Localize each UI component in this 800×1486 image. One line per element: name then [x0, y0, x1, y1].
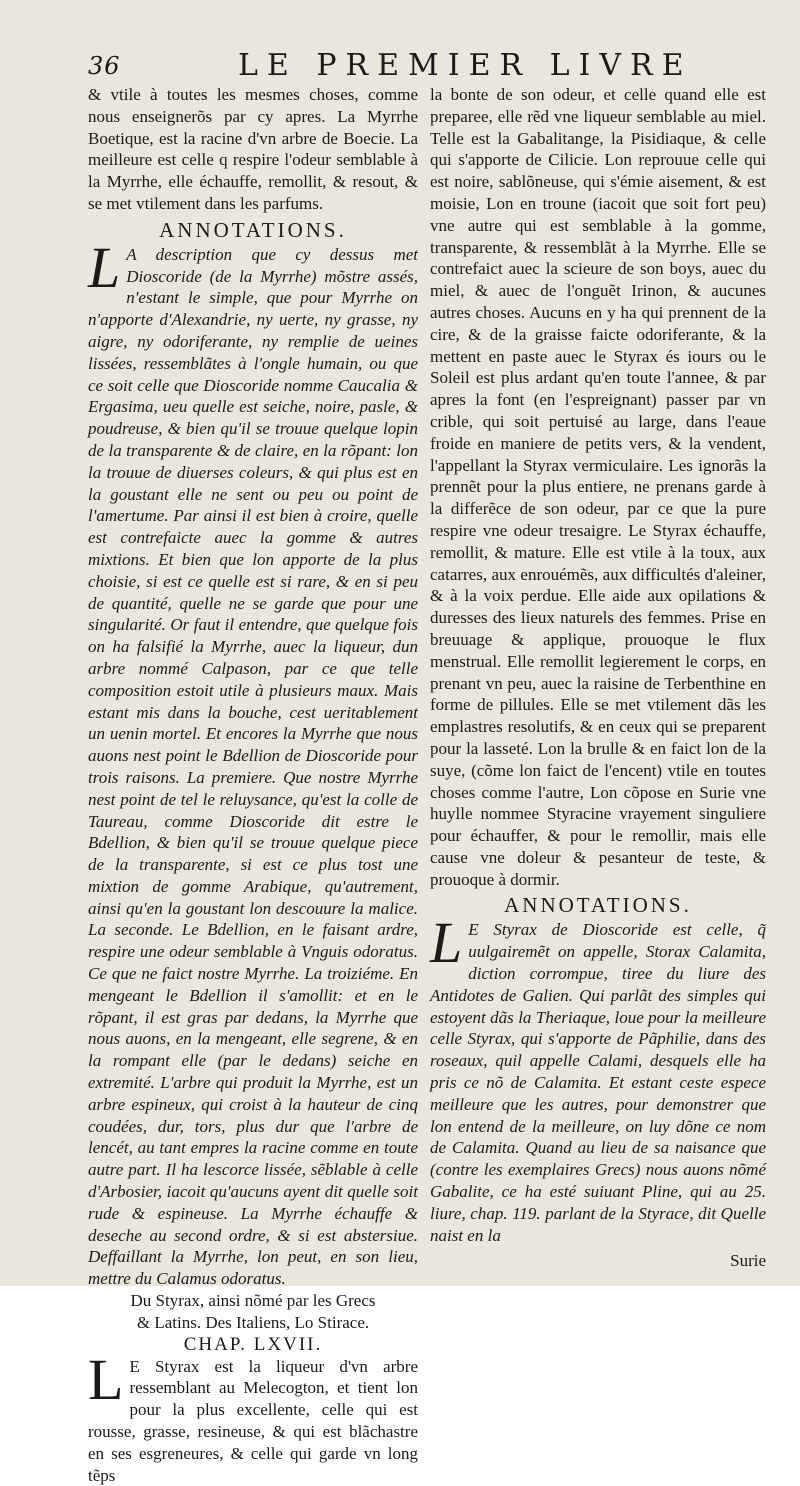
- page-header: [88, 46, 760, 86]
- styrax-body-text: la bonte de son odeur, et celle quand elle est preparee, elle rẽd vne liqueur semblable au miel. Telle est la Gabalitange, la Pisidiaque, & celle qui s'apporte de Cilicie. Lon reprouue celle qui est noire, sablõneuse, qui s'émie aisement, & est moisie, Lon en troune (iacoit que soit fort peu) vne autre qui est semblable à la gomme, transparente, & ressemblãt à la Myrrhe. Elle se contrefaict auec la scieure de son boys, auec du miel, & auec de l'onguẽt Irinon, & aucunes autres choses. Aucuns en y ha qui prennent de la cire, & de la graisse faicte odoriferante, & la mettent en paste auec le Styrax és iours ou le Soleil est plus ardant qu'en toute l'annee, & par apres la font (en l'espreignant) passer par vn crible, qui soit pertuisé au large, dans l'eaue froide en maniere de petits vers, & la vendent, l'appellant la Styrax vermiculaire. Les ignorãs la prennẽt pour la plus entiere, ne prenans garde à la differẽce de son odeur, par ce que la pure respire vne odeur tresaigre. Le Styrax échauffe, remollit, & mature. Elle est vtile à la toux, aux catarres, aux enrouémẽs, aux difficultés d'aleiner, & à la voix perdue. Elle aide aux opilations & duresses des lieux naturels des femmes. Prise en breuuage & applique, prouoque le flux menstrual. Elle remollit legierement le corps, en prenant vn peu, auec la raisine de Terbenthine en forme de pillules. Elle se met vtilement dãs les emplastres resolutifs, & en ceux qui se preparent pour la lasseté. Lon la brulle & en faict lon de la suye, (cõme lon faict de l'encent) vtile en toutes choses comme l'autre, Lon cõpose en Surie vne huylle nommee Styracine vrayement singuliere pour échauffer, & pour le remollir, mais elle cause vne doleur & pesanteur de teste, & prouoque à dormir.: [430, 85, 766, 889]
- catchword: Surie: [730, 1251, 766, 1270]
- annotations-paragraph: [430, 910, 766, 1246]
- drop-cap-letter: L: [88, 1346, 124, 1412]
- page-number: 36: [88, 52, 121, 80]
- chapter-text: E Styrax est la liqueur d'vn arbre ressemblant au Melecogton, et tient lon pour la plus excellente, celle qui est rousse, grasse, resineuse, & qui est blãchastre en ses esgreneures, & celle qui garde vn long tẽps: [88, 1356, 418, 1485]
- annotations-paragraph: [88, 234, 418, 1290]
- drop-cap-letter: L: [88, 234, 121, 300]
- myrrh-continuation-text: & vtile à toutes les mesmes choses, comme nous enseignerõs par cy apres. La Myrrhe Boetique, est la racine d'vn arbre de Boecie. La meilleure est celle q respire l'odeur semblable à la Myrrhe, elle échauffe, remollit, & resout, & se met vtilement dans les parfums.: [88, 85, 418, 213]
- annotations-heading: ANNOTATIONS.: [159, 217, 347, 242]
- styrax-title-line-2: & Latins. Des Italiens, Lo Stirace.: [136, 1312, 370, 1332]
- styrax-title-line-1: Du Styrax, ainsi nõmé par les Grecs: [130, 1291, 376, 1311]
- chapter-label: CHAP. LXVII.: [183, 1333, 323, 1355]
- left-column: [88, 84, 418, 1486]
- annotations-heading: ANNOTATIONS.: [504, 893, 692, 918]
- running-head: LE PREMIER LIVRE: [238, 48, 693, 83]
- drop-cap-letter: L: [430, 910, 463, 976]
- annotations-text: E Styrax de Dioscoride est celle, q̃ uulgairemẽt on appelle, Storax Calamita, diction corrompue, tiree du liure des Antidotes de Galien. Qui parlãt des simples qui estoyent dãs la Theriaque, loue pour la meilleure celle Styrax, qui s'apporte de Pãphilie, dans des roseaux, quil appelle Calami, desquels elle ha pris ce nõ de Calamita. Et estant ceste espece meilleure que les autres, pour demonstrer que lon entend de la meilleure, on luy dõne ce nom de Calamita. Quand au lieu de sa naisance que (contre les exemplaires Grecs) nous auons nõmé Gabalite, ce ha esté suiuant Pline, qui au 25. liure, chap. 119. parlant de la Styrace, dit Quelle naist en la: [430, 920, 766, 1245]
- annotations-text: A description que cy dessus met Dioscoride (de la Myrrhe) mõstre assés, n'estant le simple, que pour Myrrhe on n'apporte d'Alexandrie, ny uerte, ny grasse, ny aigre, ny odoriferante, ny remplie de ueines lissées, ressemblãtes à l'ongle humain, ou que ce soit celle que Dioscoride nomme Caucalia & Ergasima, ueu quelle est seiche, noire, pasle, & poudreuse, & bien qu'il se trouue quelque lopin de la transparente & de claire, en la rõpant: lon la trouue de diuerses coleurs, & qui plus est en la goustant elle ne sent ou peu ou point de l'amertume. Par ainsi il est bien à croire, quelle est contrefaicte auec la gomme & autres mixtions. Et bien que lon apporte de la plus choisie, si est ce quelle est si rare, & en si peu de quantité, quelle ne se garde que pour une singularité. Or faut il entendre, que quelque fois on ha falsifié la Myrrhe, auec la liqueur, dun arbre nommé Calpason, par ce que telle composition estoit utile à plusieurs maux. Mais estant mis dans la bouche, cest ueritablement un uenin mortel. Et encores la Myrrhe que nous auons nest point le Bdellion de Dioscoride pour trois raisons. La premiere. Que nostre Myrrhe nest point de tel le reluysance, qu'est la colle de Taureau, comme Dioscoride dit estre le Bdellion, & bien qu'il se trouue quelque piece de la transparente, si est ce plus tost une mixtion de gomme Arabique, qu'autrement, ainsi qu'en la goustant lon descouure la malice. La seconde. Le Bdellion, en le faisant ardre, respire une odeur semblable à Vnguis odoratus. Ce que ne faict nostre Myrrhe. La troiziéme. En mengeant le Bdellion il s'amollit: et en le rõpant, il est gras par dedans, la Myrrhe que nous auons, en la mengeant, elle segrene, & en la rompant elle (par le dedans) seiche en extremité. L'arbre qui produit la Myrrhe, est un arbre espineux, qui croist à la hauteur de cinq coudées, dur, tors, plus dur que l'arbre de lencét, au tant empres la racine comme en toute autre part. Il ha lescorce lissée, sẽblable à celle d'Arbosier, iacoit qu'aucuns ayent dit quelle soit rude & espineuse. La Myrrhe échauffe & deseche au second ordre, & si est abstersiue. Deffaillant la Myrrhe, lon peut, en son lieu, mettre du Calamus odoratus.: [88, 244, 418, 1289]
- chapter-paragraph: [88, 1346, 418, 1486]
- right-column: [430, 84, 766, 1246]
